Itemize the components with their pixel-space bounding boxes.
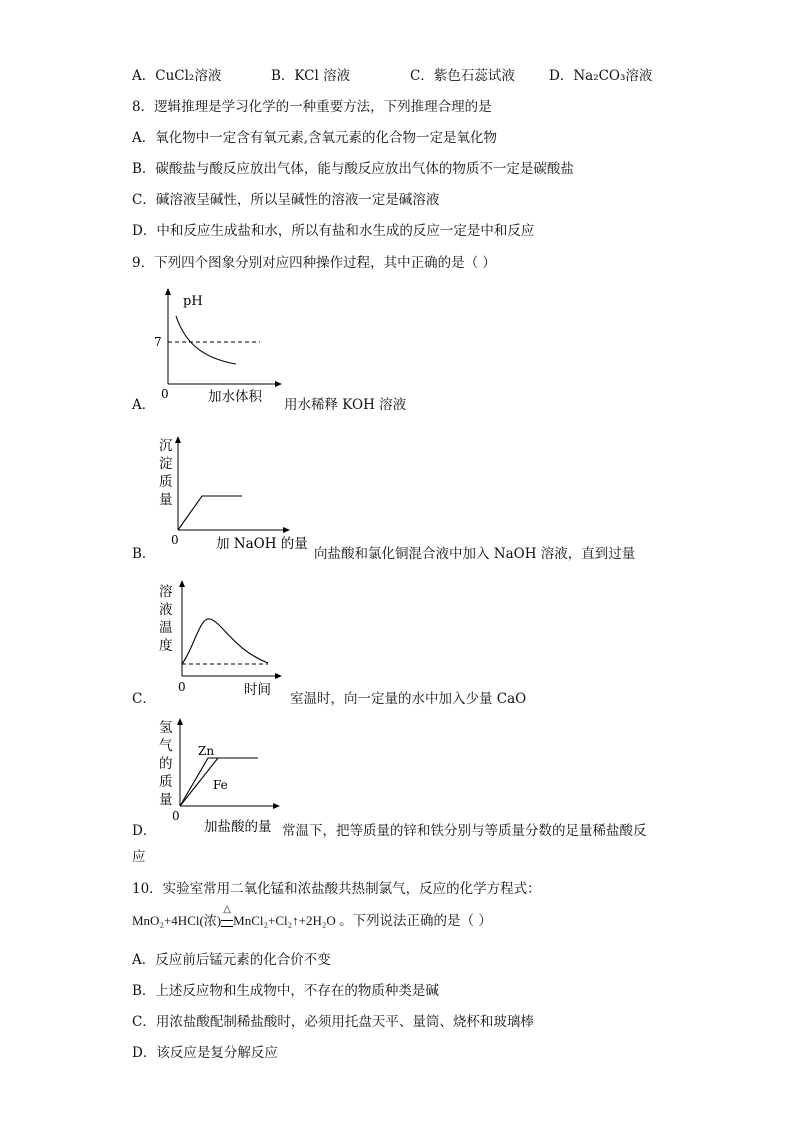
q9-stem: 9．下列四个图象分别对应四种操作过程，其中正确的是（ ）	[132, 255, 496, 271]
x-axis-label: 加盐酸的量	[204, 819, 272, 835]
fe-label: Fe	[213, 778, 228, 792]
q9-option-a-letter: A．	[132, 397, 156, 413]
y-label-char-4: 量	[159, 492, 173, 508]
q8-option-a: A．氧化物中一定含有氧元素,含氧元素的化合物一定是氧化物	[132, 130, 498, 146]
x-axis-arrow	[273, 803, 280, 809]
y-label-char-1: 溶	[159, 584, 173, 600]
q7-option-c: C．紫色石蕊试液	[410, 68, 515, 84]
q8-option-d: D．中和反应生成盐和水，所以有盐和水生成的反应一定是中和反应	[132, 223, 535, 239]
y-label-char-2: 淀	[159, 456, 173, 472]
y-axis-arrow	[165, 288, 171, 295]
q9-option-d-letter: D．	[132, 823, 157, 839]
q8-option-c: C．碱溶液呈碱性，所以呈碱性的溶液一定是碱溶液	[132, 192, 440, 208]
x-axis-label: 加水体积	[208, 389, 262, 405]
q7-option-b: B．KCl 溶液	[271, 68, 351, 84]
y-label-char-4: 度	[159, 638, 173, 654]
q8-option-b: B．碳酸盐与酸反应放出气体，能与酸反应放出气体的物质不一定是碳酸盐	[132, 161, 574, 177]
q9-option-c-caption: 室温时，向一定量的水中加入少量 CaO	[290, 691, 527, 707]
equation-tail: 。下列说法正确的是（ ）	[339, 913, 492, 929]
y-label-char-3: 质	[159, 474, 173, 490]
y-label-char-5: 量	[159, 792, 173, 808]
q9-graph-b	[150, 430, 315, 556]
origin-label: 0	[178, 680, 186, 694]
q9-option-b-caption: 向盐酸和氯化铜混合液中加入 NaOH 溶液，直到过量	[314, 546, 636, 562]
y-label-char-2: 液	[159, 602, 173, 618]
ph-curve	[176, 316, 236, 364]
y-label-char-4: 质	[159, 774, 173, 790]
q8-stem: 8．逻辑推理是学习化学的一种重要方法，下列推理合理的是	[132, 99, 492, 115]
q9-graph-c	[150, 576, 290, 702]
y-label-char-3: 温	[159, 620, 173, 636]
q10-stem: 10．实验室常用二氧化锰和浓盐酸共热制氯气，反应的化学方程式：	[132, 881, 541, 897]
origin-label: 0	[172, 809, 180, 823]
q9-option-b-letter: B．	[132, 546, 156, 562]
y-axis-arrow	[179, 580, 185, 587]
ref-label-7: 7	[154, 335, 162, 349]
x-axis-arrow	[275, 381, 282, 387]
y-label-char-1: 沉	[159, 438, 173, 454]
y-axis-arrow	[175, 436, 181, 443]
x-axis-arrow	[275, 673, 282, 679]
equation-arrow	[221, 904, 233, 930]
heat-symbol: △	[223, 904, 231, 915]
q9-option-d-caption: 常温下，把等质量的锌和铁分别与等质量分数的足量稀盐酸反	[282, 823, 647, 839]
y-label-char-3: 的	[159, 756, 173, 772]
q10-option-c: C．用浓盐酸配制稀盐酸时，必须用托盘天平、量筒、烧杯和玻璃棒	[132, 1014, 534, 1030]
q10-option-b: B．上述反应物和生成物中，不存在的物质种类是碱	[132, 983, 439, 999]
y-axis-arrow	[177, 718, 183, 725]
q9-option-a-caption: 用水稀释 KOH 溶液	[284, 397, 407, 413]
y-axis-label: pH	[183, 294, 203, 309]
q9-graph-d	[150, 714, 285, 840]
q10-option-a: A．反应前后锰元素的化合价不变	[132, 952, 331, 968]
q7-option-d: D．Na₂CO₃溶液	[549, 68, 653, 84]
x-axis-label: 加 NaOH 的量	[216, 536, 308, 552]
y-label-char-1: 氢	[159, 720, 173, 736]
zn-label: Zn	[198, 744, 215, 758]
origin-label: 0	[171, 533, 179, 547]
x-axis-arrow	[283, 527, 290, 533]
x-axis-label: 时间	[244, 682, 271, 698]
equation-products: MnCl₂+Cl₂↑+2H₂O	[233, 913, 336, 928]
y-label-char-2: 气	[159, 738, 173, 754]
q10-equation	[132, 904, 492, 930]
q9-option-d-caption-continued: 应	[132, 849, 146, 865]
q9-graph-a	[150, 284, 285, 410]
origin-label: 0	[161, 387, 169, 401]
precipitate-curve	[178, 496, 242, 530]
equation-reactants: MnO₂+4HCl(浓)	[132, 913, 222, 928]
q9-option-c-letter: C．	[132, 691, 156, 707]
q7-option-a: A．CuCl₂溶液	[132, 68, 222, 84]
q10-option-d: D．该反应是复分解反应	[132, 1045, 278, 1061]
temperature-curve	[182, 619, 268, 664]
